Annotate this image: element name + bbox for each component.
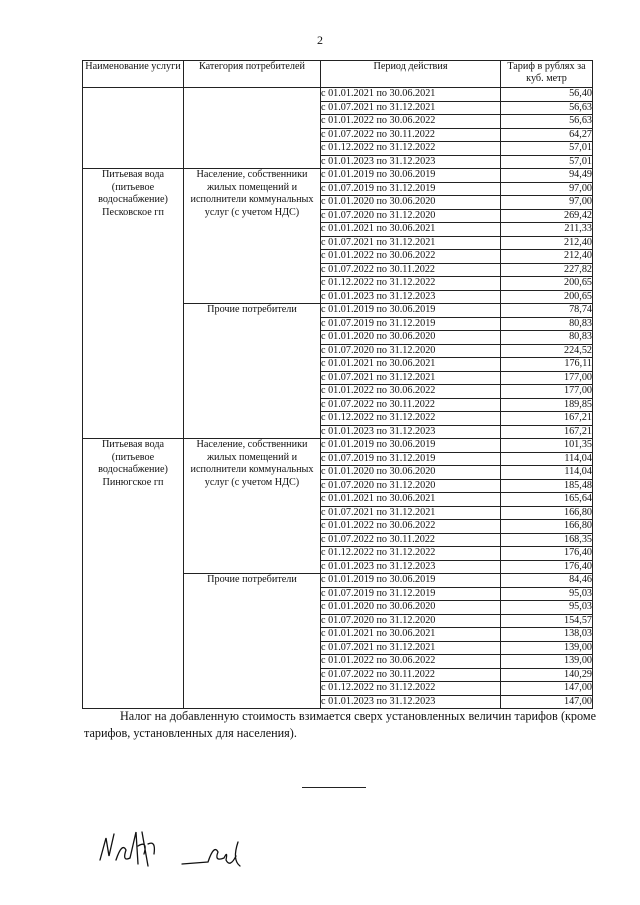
service-name: Питьевая вода (питьевое водоснабжение) Песковское гп	[83, 169, 184, 439]
validity-period: с 01.07.2022 по 30.11.2022	[321, 533, 501, 547]
tariff-value: 78,74	[501, 304, 593, 318]
tariff-value: 165,64	[501, 493, 593, 507]
tariff-value: 56,63	[501, 115, 593, 129]
tariff-value: 154,57	[501, 614, 593, 628]
tariff-value: 114,04	[501, 452, 593, 466]
tariff-value: 56,63	[501, 101, 593, 115]
table-row	[83, 439, 593, 453]
tariff-value: 227,82	[501, 263, 593, 277]
validity-period: с 01.12.2022 по 31.12.2022	[321, 547, 501, 561]
handwritten-signature	[92, 820, 182, 882]
validity-period: с 01.12.2022 по 31.12.2022	[321, 142, 501, 156]
consumer-category: Население, собственники жилых помещений и исполнители коммунальных услуг (с учетом НДС)	[184, 169, 321, 304]
validity-period: с 01.07.2022 по 30.11.2022	[321, 398, 501, 412]
tariff-value: 189,85	[501, 398, 593, 412]
validity-period: с 01.01.2023 по 31.12.2023	[321, 560, 501, 574]
tariff-value: 200,65	[501, 290, 593, 304]
validity-period: с 01.01.2020 по 30.06.2020	[321, 331, 501, 345]
tariff-value: 114,04	[501, 466, 593, 480]
tariff-value: 185,48	[501, 479, 593, 493]
tariff-value: 139,00	[501, 641, 593, 655]
validity-period: с 01.12.2022 по 31.12.2022	[321, 682, 501, 696]
validity-period: с 01.01.2022 по 30.06.2022	[321, 115, 501, 129]
tariff-value: 200,65	[501, 277, 593, 291]
header-period: Период действия	[321, 61, 501, 88]
validity-period: с 01.07.2020 по 31.12.2020	[321, 209, 501, 223]
page-number: 2	[317, 33, 323, 47]
tariff-value: 177,00	[501, 385, 593, 399]
tariff-value: 166,80	[501, 520, 593, 534]
tariff-value: 95,03	[501, 601, 593, 615]
validity-period: с 01.01.2020 по 30.06.2020	[321, 196, 501, 210]
validity-period: с 01.01.2022 по 30.06.2022	[321, 655, 501, 669]
validity-period: с 01.01.2021 по 30.06.2021	[321, 493, 501, 507]
table-row	[83, 88, 593, 102]
validity-period: с 01.01.2023 по 31.12.2023	[321, 155, 501, 169]
validity-period: с 01.07.2022 по 30.11.2022	[321, 263, 501, 277]
vat-note: Налог на добавленную стоимость взимается сверх установленных величин тарифов (кроме тарифов, установленных для населения).	[84, 709, 596, 740]
tariff-value: 211,33	[501, 223, 593, 237]
validity-period: с 01.01.2023 по 31.12.2023	[321, 290, 501, 304]
header-service: Наименование услуги	[83, 61, 184, 88]
tariff-value: 212,40	[501, 236, 593, 250]
tariff-value: 176,40	[501, 547, 593, 561]
consumer-category: Население, собственники жилых помещений и исполнители коммунальных услуг (с учетом НДС)	[184, 439, 321, 574]
tariff-value: 57,01	[501, 142, 593, 156]
tariff-value: 147,00	[501, 695, 593, 709]
validity-period: с 01.12.2022 по 31.12.2022	[321, 277, 501, 291]
validity-period: с 01.01.2023 по 31.12.2023	[321, 425, 501, 439]
table-row	[83, 169, 593, 183]
tariff-value: 138,03	[501, 628, 593, 642]
validity-period: с 01.01.2021 по 30.06.2021	[321, 358, 501, 372]
validity-period: с 01.07.2020 по 31.12.2020	[321, 344, 501, 358]
validity-period: с 01.01.2020 по 30.06.2020	[321, 601, 501, 615]
validity-period: с 01.07.2022 по 30.11.2022	[321, 668, 501, 682]
tariff-value: 84,46	[501, 574, 593, 588]
tariff-table	[82, 60, 593, 709]
validity-period: с 01.07.2021 по 31.12.2021	[321, 101, 501, 115]
tariff-value: 140,29	[501, 668, 593, 682]
service-name: Питьевая вода (питьевое водоснабжение) Пинюгское гп	[83, 439, 184, 709]
tariff-value: 176,11	[501, 358, 593, 372]
header-tariff: Тариф в рублях за куб. метр	[501, 61, 593, 88]
consumer-category: Прочие потребители	[184, 304, 321, 439]
table-header-row	[83, 61, 593, 88]
tariff-value: 64,27	[501, 128, 593, 142]
validity-period: с 01.07.2019 по 31.12.2019	[321, 317, 501, 331]
validity-period: с 01.07.2019 по 31.12.2019	[321, 182, 501, 196]
validity-period: с 01.07.2020 по 31.12.2020	[321, 479, 501, 493]
validity-period: с 01.01.2020 по 30.06.2020	[321, 466, 501, 480]
tariff-value: 94,49	[501, 169, 593, 183]
tariff-value: 224,52	[501, 344, 593, 358]
validity-period: с 01.07.2021 по 31.12.2021	[321, 641, 501, 655]
validity-period: с 01.01.2019 по 30.06.2019	[321, 304, 501, 318]
validity-period: с 01.01.2021 по 30.06.2021	[321, 628, 501, 642]
validity-period: с 01.01.2022 по 30.06.2022	[321, 385, 501, 399]
divider-line	[302, 787, 366, 788]
tariff-value: 176,40	[501, 560, 593, 574]
validity-period: с 01.07.2021 по 31.12.2021	[321, 506, 501, 520]
tariff-value: 167,21	[501, 412, 593, 426]
tariff-value: 269,42	[501, 209, 593, 223]
service-name	[83, 88, 184, 169]
validity-period: с 01.01.2021 по 30.06.2021	[321, 88, 501, 102]
tariff-value: 80,83	[501, 317, 593, 331]
validity-period: с 01.01.2019 по 30.06.2019	[321, 439, 501, 453]
tariff-value: 97,00	[501, 182, 593, 196]
consumer-category	[184, 88, 321, 169]
header-category: Категория потребителей	[184, 61, 321, 88]
tariff-value: 147,00	[501, 682, 593, 696]
tariff-value: 101,35	[501, 439, 593, 453]
validity-period: с 01.01.2023 по 31.12.2023	[321, 695, 501, 709]
validity-period: с 01.01.2019 по 30.06.2019	[321, 169, 501, 183]
tariff-value: 80,83	[501, 331, 593, 345]
validity-period: с 01.07.2019 по 31.12.2019	[321, 587, 501, 601]
validity-period: с 01.07.2019 по 31.12.2019	[321, 452, 501, 466]
validity-period: с 01.01.2022 по 30.06.2022	[321, 520, 501, 534]
consumer-category: Прочие потребители	[184, 574, 321, 709]
tariff-value: 168,35	[501, 533, 593, 547]
handwritten-initials	[178, 832, 258, 872]
validity-period: с 01.07.2021 по 31.12.2021	[321, 371, 501, 385]
validity-period: с 01.01.2021 по 30.06.2021	[321, 223, 501, 237]
tariff-value: 95,03	[501, 587, 593, 601]
tariff-value: 212,40	[501, 250, 593, 264]
validity-period: с 01.07.2022 по 30.11.2022	[321, 128, 501, 142]
tariff-value: 177,00	[501, 371, 593, 385]
tariff-value: 139,00	[501, 655, 593, 669]
tariff-value: 57,01	[501, 155, 593, 169]
validity-period: с 01.01.2022 по 30.06.2022	[321, 250, 501, 264]
tariff-value: 56,40	[501, 88, 593, 102]
tariff-value: 97,00	[501, 196, 593, 210]
validity-period: с 01.07.2021 по 31.12.2021	[321, 236, 501, 250]
table-body	[83, 88, 593, 709]
validity-period: с 01.01.2019 по 30.06.2019	[321, 574, 501, 588]
tariff-value: 166,80	[501, 506, 593, 520]
tariff-value: 167,21	[501, 425, 593, 439]
validity-period: с 01.07.2020 по 31.12.2020	[321, 614, 501, 628]
validity-period: с 01.12.2022 по 31.12.2022	[321, 412, 501, 426]
